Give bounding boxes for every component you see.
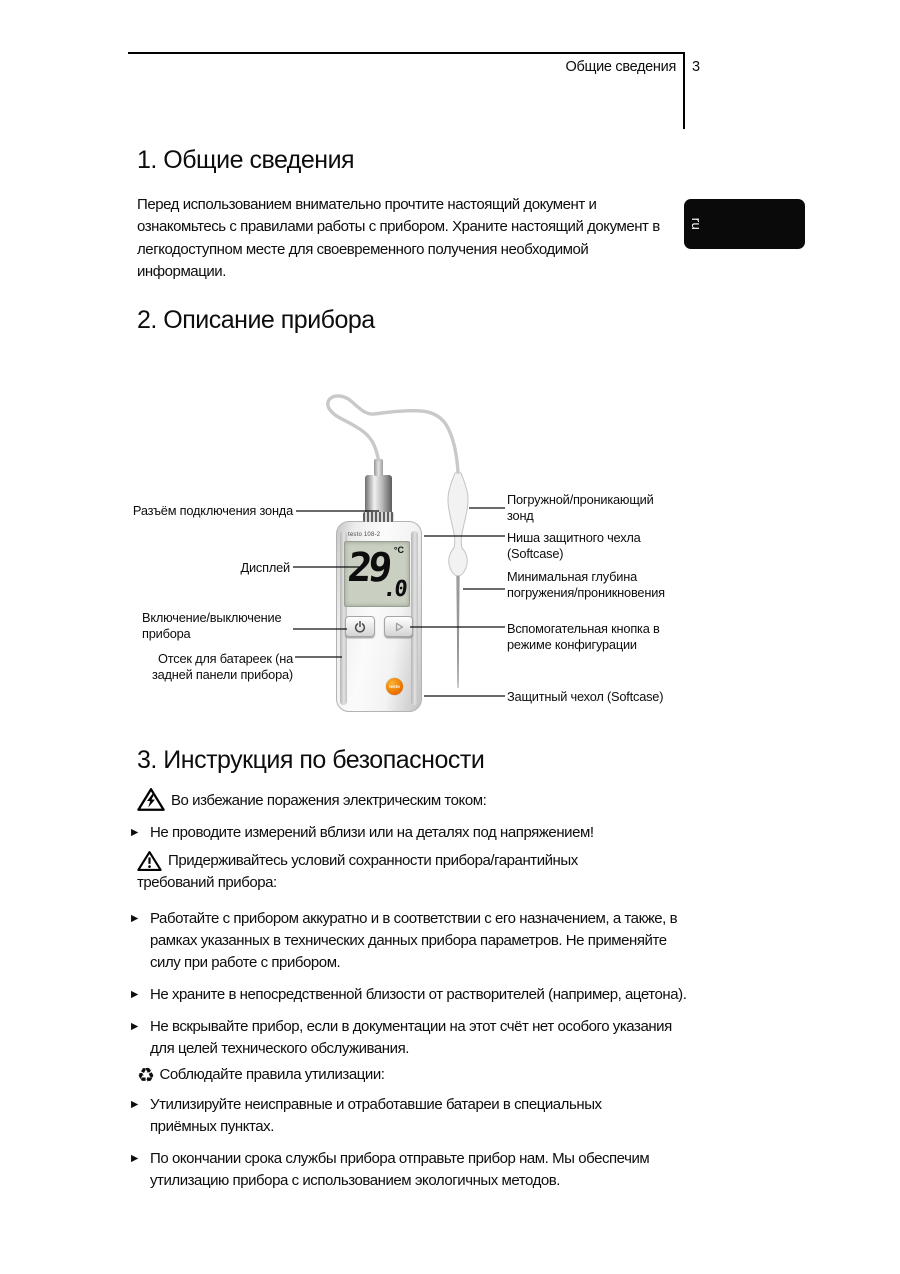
electric-shock-note-text: Во избежание поражения электрическим током:: [171, 792, 487, 809]
bullet-marker: ▶: [131, 913, 139, 924]
header-page-number: 3: [692, 59, 701, 75]
bullet-marker: ▶: [131, 1099, 139, 1110]
bullet-item: [131, 1094, 721, 1138]
label-softcase-niche: Ниша защитного чехла (Softcase): [507, 530, 641, 561]
label-config-button: Вспомогательная кнопка в режиме конфигурации: [507, 621, 660, 652]
bullet-text: Не проводите измерений вблизи или на деталях под напряжением!: [150, 824, 594, 841]
bullet-item: [131, 1148, 721, 1192]
probe-needle: [457, 576, 460, 688]
probe-handle: [448, 473, 468, 576]
probe-cable: [328, 396, 458, 472]
display-value-main: 29: [345, 545, 391, 591]
label-softcase: Защитный чехол (Softcase): [507, 689, 664, 704]
electric-shock-note: [137, 787, 721, 812]
section2-title: 2. Описание прибора: [137, 306, 375, 334]
device-diagram: [132, 390, 817, 740]
bullet-marker: ▶: [131, 827, 139, 838]
warranty-note: [137, 850, 623, 894]
section1-title: 1. Общие сведения: [137, 146, 355, 174]
diagram-overlay: [137, 390, 817, 740]
bullet-item: [131, 822, 721, 844]
section3-title: 3. Инструкция по безопасности: [137, 746, 485, 774]
bullet-item: [131, 908, 721, 974]
section1-paragraph: Перед использованием внимательно прочтите настоящий документ и ознакомьтесь с правилами работы с прибором. Храните настоящий документ в легкодоступном месте для своевременного получения необходимой информации.: [137, 196, 660, 281]
bullet-text: Утилизируйте неисправные и отработавшие батареи в специальных приёмных пунктах.: [150, 1096, 602, 1135]
bullet-item: [131, 1016, 721, 1060]
bullet-text: По окончании срока службы прибора отправьте прибор нам. Мы обеспечим утилизацию прибора с использованием экологичных методов.: [150, 1150, 650, 1189]
header-divider: [683, 52, 685, 129]
disposal-note: [137, 1064, 721, 1086]
label-probe-connector: Разъём подключения зонда: [132, 503, 293, 518]
bullet-marker: ▶: [131, 1153, 139, 1164]
label-battery: Отсек для батареек (на задней панели прибора): [151, 651, 293, 682]
bullet-marker: ▶: [131, 989, 139, 1000]
testo-logo-text: testo: [389, 684, 400, 689]
general-warning-icon: [137, 850, 162, 872]
header-rule: [128, 52, 684, 54]
label-immersion-depth: Минимальная глубина погружения/проникновения: [507, 569, 665, 600]
leader-lines: [293, 508, 505, 696]
header-section-label: Общие сведения: [565, 59, 676, 75]
label-display: Дисплей: [240, 560, 290, 575]
high-voltage-warning-icon: [137, 787, 165, 812]
disposal-note-text: Соблюдайте правила утилизации:: [159, 1066, 385, 1083]
recycle-icon: ♻: [137, 1065, 155, 1087]
language-tab-label: ru: [688, 217, 704, 231]
display-unit: °C: [393, 545, 404, 555]
bullet-marker: ▶: [131, 1021, 139, 1032]
bullet-text: Не храните в непосредственной близости от растворителей (например, ацетона).: [150, 986, 687, 1003]
bullet-item: [131, 984, 721, 1006]
label-probe: Погружной/проникающий зонд: [507, 492, 654, 523]
display-value-fraction: .0: [381, 577, 407, 602]
bullet-text: Не вскрывайте прибор, если в документации на этот счёт нет особого указания для целей технического обслуживания.: [150, 1018, 672, 1057]
label-power: Включение/выключение прибора: [142, 610, 282, 641]
language-tab: [684, 199, 805, 249]
warranty-note-text: Придерживайтесь условий сохранности прибора/гарантийных требований прибора:: [137, 852, 578, 891]
bullet-text: Работайте с прибором аккуратно и в соответствии с его назначением, а также, в рамках указанных в технических данных прибора параметров. Не применяйте силу при работе с прибором.: [150, 910, 678, 971]
device-model-label: testo 108-2: [348, 532, 381, 538]
safety-section: [131, 746, 721, 1202]
